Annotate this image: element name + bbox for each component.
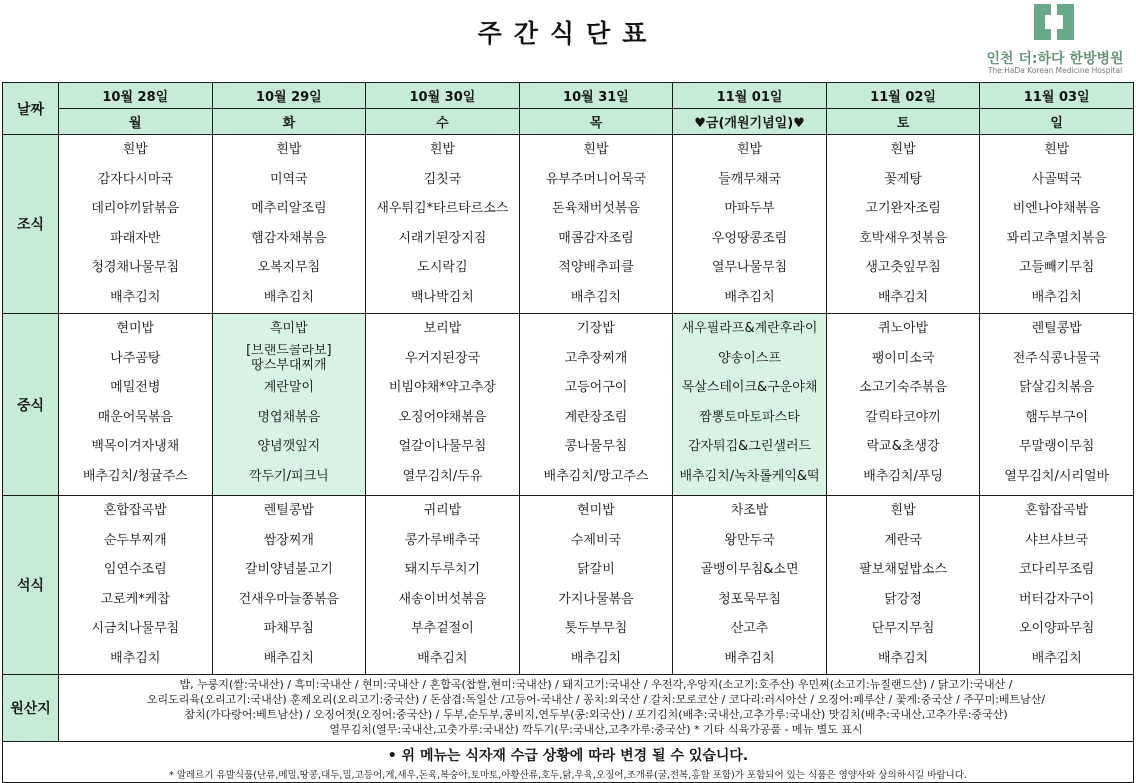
breakfast-cell: [980, 135, 1134, 314]
menu-item: 왕만두국: [724, 532, 775, 548]
menu-item: 현미밥: [577, 503, 615, 518]
menu-item: 미역국: [270, 171, 308, 187]
day-weekday: 수: [366, 109, 520, 135]
menu-item: 고로케*케찹: [100, 591, 170, 607]
menu-item: 매운어묵볶음: [97, 409, 173, 425]
dinner-cell: [366, 496, 520, 675]
menu-item: 비빔야채*약고추장: [388, 380, 496, 396]
menu-item: 배추김치: [417, 650, 468, 666]
logo-subtitle: The:HaDa Korean Medicine Hospital: [987, 66, 1123, 75]
menu-item: 배추김치: [110, 289, 161, 305]
hospital-logo: [980, 2, 1130, 76]
menu-item: 흰밥: [1044, 142, 1070, 157]
dinner-cell: [519, 496, 673, 675]
menu-item: 배추김치/푸딩: [863, 468, 943, 484]
menu-item: 팔보채덮밥소스: [859, 562, 948, 578]
menu-item: 귀리밥: [423, 503, 462, 518]
menu-item: 우엉땅콩조림: [711, 230, 788, 246]
menu-item: 흰밥: [429, 142, 455, 157]
menu-item: 데리야끼닭볶음: [91, 201, 180, 217]
menu-item: 파래자반: [110, 230, 161, 246]
day-weekday: 화: [212, 109, 366, 135]
menu-item: 햄감자채볶음: [251, 230, 327, 246]
menu-item: 우거지된장국: [404, 350, 481, 366]
menu-item: 메밀전병: [110, 380, 161, 396]
dinner-cell: [826, 496, 980, 675]
menu-item: 임연수조림: [103, 562, 167, 578]
menu-item: 고기완자조림: [865, 201, 941, 217]
menu-item: 짬뽕토마토파스타: [699, 409, 800, 425]
origin-info: [59, 675, 1134, 742]
menu-item: 배추김치: [263, 650, 314, 666]
menu-item: 렌틸콩밥: [263, 503, 314, 518]
menu-item: 전주식콩나물국: [1012, 350, 1101, 366]
page-title: 주간식단표: [477, 19, 659, 48]
menu-item: 고등어구이: [564, 380, 628, 396]
menu-item: 배추김치: [877, 650, 929, 666]
dinner-cell: [980, 496, 1134, 675]
menu-item: 샤브샤브국: [1025, 532, 1089, 548]
menu-item: 김칫국: [423, 171, 462, 187]
menu-item: 생고춧잎무침: [865, 260, 941, 276]
day-weekday: 월: [59, 109, 213, 135]
lunch-cell: [519, 314, 673, 496]
menu-item: 배추김치: [724, 289, 775, 305]
lunch-label: 중식: [3, 314, 59, 496]
menu-item: 오징어야채볶음: [398, 409, 487, 425]
menu-item: 흰밥: [890, 503, 916, 518]
menu-item: 계란국: [884, 532, 922, 548]
menu-item: 락교&초생강: [866, 439, 940, 455]
day-date: 10월 31일: [519, 83, 673, 109]
menu-item: 소고기숙주볶음: [859, 380, 948, 396]
day-date: 10월 30일: [366, 83, 520, 109]
day-date: 11월 03일: [980, 83, 1134, 109]
menu-item: 콩나물무침: [564, 439, 628, 455]
menu-item: 혼합잡곡밥: [103, 503, 167, 518]
menu-item: 꽈리고추멸치볶음: [1006, 230, 1107, 246]
menu-item: 흰밥: [583, 142, 609, 157]
breakfast-cell: [366, 135, 520, 314]
menu-item: 백나박김치: [411, 289, 474, 305]
menu-item: 배추김치: [877, 289, 929, 305]
menu-item: 단무지무침: [871, 621, 935, 637]
lunch-cell: [212, 314, 366, 496]
menu-item: 배추김치: [1031, 650, 1082, 666]
menu-item: 퀴노아밥: [877, 321, 929, 336]
menu-item: 닭강정: [884, 591, 922, 607]
origin-label: 원산지: [3, 675, 59, 742]
menu-item: 양념깻잎지: [257, 439, 321, 455]
menu-item: 가지나물볶음: [558, 591, 634, 607]
menu-item: 닭갈비: [577, 562, 615, 578]
menu-item: 매콤감자조림: [558, 230, 634, 246]
menu-item: 렌틸콩밥: [1031, 321, 1082, 336]
day-weekday: 일: [980, 109, 1134, 135]
menu-item: 계란장조림: [564, 409, 628, 425]
menu-item: 사골떡국: [1031, 171, 1082, 187]
menu-item-line: 땅스부대찌개: [251, 358, 327, 374]
notice-row: [3, 742, 1134, 783]
menu-item: 흰밥: [736, 142, 763, 157]
menu-item: 열무김치/시리얼바: [1004, 468, 1110, 484]
menu-item: [213, 344, 366, 374]
menu-item: 닭살김치볶음: [1019, 380, 1095, 396]
menu-item: 톳두부무침: [564, 621, 628, 637]
menu-item: 새우필라프&계란후라이: [681, 321, 818, 336]
menu-item: 차조밥: [730, 503, 769, 518]
weekday-row: [3, 109, 1134, 135]
menu-item: 갈비양념불고기: [244, 562, 333, 578]
menu-item: 깍두기/피크닉: [248, 468, 329, 484]
menu-item: 적양배추피클: [558, 260, 634, 276]
dinner-cell: [212, 496, 366, 675]
menu-item: 시금치나물무침: [91, 621, 180, 637]
menu-item: 산고추: [730, 621, 769, 637]
menu-item: 보리밥: [423, 321, 462, 336]
origin-line: 열무김치(열무:국내산,고춧가루:국내산) 깍두기(무:국내산,고추가루:중국산) * 기타 식육가공품 - 메뉴 별도 표시: [329, 722, 863, 736]
menu-item: 갈릭타코야끼: [865, 409, 941, 425]
menu-item: 계란말이: [263, 380, 314, 396]
breakfast-cell: [519, 135, 673, 314]
date-label: 날짜: [3, 83, 59, 135]
menu-item: 콩가루배추국: [404, 532, 481, 548]
breakfast-cell: [59, 135, 213, 314]
menu-item: 배추김치: [724, 650, 775, 666]
menu-item: 배추김치/청귤주스: [82, 468, 188, 484]
menu-item: 열무김치/두유: [402, 468, 483, 484]
menu-item: 들깨무채국: [718, 171, 781, 187]
breakfast-cell: [826, 135, 980, 314]
menu-item: 혼합잡곡밥: [1025, 503, 1089, 518]
menu-item: 흑미밥: [270, 321, 308, 336]
menu-item: 새송이버섯볶음: [398, 591, 487, 607]
menu-item: 마파두부: [724, 201, 775, 217]
lunch-cell: [673, 314, 827, 496]
menu-item: 명엽채볶음: [257, 409, 321, 425]
logo-name: 인천 더:하다 한방병원: [986, 51, 1124, 67]
breakfast-row: [3, 135, 1134, 314]
origin-row: [3, 675, 1134, 742]
menu-item: 기장밥: [577, 321, 615, 336]
day-date: 10월 29일: [212, 83, 366, 109]
menu-item: 무말랭이무침: [1019, 439, 1095, 455]
menu-item: 도시락김: [417, 260, 468, 276]
origin-line: 밥, 누룽지(쌀:국내산) / 흑미:국내산 / 현미:국내산 / 혼합곡(찹쌀,현미:국내산) / 돼지고기:국내산 / 우전각,우앙지(소고기:호주산) 우민찌(소고기:뉴질랜드산) / 닭고기:국내산 /: [179, 678, 1013, 692]
menu-item: 부추겉절이: [411, 621, 474, 637]
menu-item: 배추김치: [263, 289, 314, 305]
menu-item: 팽이미소국: [871, 350, 935, 366]
menu-item: 코다리무조림: [1019, 562, 1095, 578]
date-row: [3, 83, 1134, 109]
day-date: 10월 28일: [59, 83, 213, 109]
menu-item-line: [브랜드콜라보]: [246, 343, 332, 359]
lunch-cell: [366, 314, 520, 496]
menu-item: 목살스테이크&구운야채: [681, 380, 818, 396]
lunch-row: [3, 314, 1134, 496]
menu-item: 고추장찌개: [564, 350, 628, 366]
weekly-menu-table: [2, 82, 1134, 783]
menu-item: 흰밥: [122, 142, 148, 157]
menu-item: 꽃게탕: [884, 171, 922, 187]
menu-item: 버터감자구이: [1019, 591, 1095, 607]
day-weekday: 토: [826, 109, 980, 135]
change-notice: • 위 메뉴는 식자재 수급 상황에 따라 변경 될 수 있습니다.: [387, 748, 749, 764]
origin-line: 오리도리육(오리고기:국내산) 훈제오리(오리고기:중국산) / 돈삼겹:독일산 /고등어-국내산 / 꽁치:외국산 / 갈치:모로코산 / 코다리:러시아산 / 오징어:페루산 / 꽃게:중국산 / 주꾸미:베트남산/: [146, 693, 1046, 707]
menu-item: 유부주머니어묵국: [545, 171, 647, 187]
day-date: 11월 02일: [826, 83, 980, 109]
menu-item: 돼지두루치기: [404, 562, 481, 578]
breakfast-label: 조식: [3, 135, 59, 314]
day-weekday: ♥금(개원기념일)♥: [673, 109, 827, 135]
menu-item: 골뱅이무침&소면: [700, 562, 799, 578]
menu-item: 고들빼기무침: [1019, 260, 1095, 276]
menu-item: 청포묵무침: [718, 591, 781, 607]
menu-item: 호박새우젓볶음: [859, 230, 948, 246]
menu-item: 수제비국: [570, 532, 622, 548]
origin-line: 참치(가다랑어:베트남산) / 오징어젓(오징어:중국산) / 두부,순두부,콩비지,연두부(콩:외국산) / 포기김치(배추:국내산,고추가루:국내산) 맛김치(배추:국내산,고추가루:중국산): [184, 708, 1008, 721]
menu-item: 배추김치: [1031, 289, 1082, 305]
menu-item: 오이양파무침: [1019, 621, 1095, 637]
menu-item: 쌈장찌개: [263, 532, 314, 548]
menu-item: 얼갈이나물무침: [398, 439, 487, 455]
menu-item: 청경채나물무침: [91, 260, 180, 276]
notice-cell: [3, 742, 1134, 783]
allergy-notice: * 알레르기 유발식품(난류,메밀,땅콩,대두,밀,고등어,게,새우,돈육,복숭아,토마토,아황산류,호두,닭,우육,오징어,조개류(굴,전복,홍합 포함)가 포함되어 있는 식품은 영양사와 상의하시길 바랍니다.: [169, 770, 967, 781]
menu-item: 열무나물무침: [711, 260, 788, 276]
menu-item: 배추김치/망고주스: [543, 468, 649, 484]
breakfast-cell: [673, 135, 827, 314]
menu-item: 감자튀김&그린샐러드: [687, 439, 812, 455]
menu-item: 돈육채버섯볶음: [552, 201, 640, 217]
logo-mark-icon: [1034, 4, 1074, 40]
menu-item: 메추리알조림: [251, 201, 327, 217]
menu-item: 감자다시마국: [97, 171, 173, 187]
menu-item: 배추김치: [570, 650, 622, 666]
menu-item: 배추김치: [110, 650, 161, 666]
menu-item: 흰밥: [276, 142, 302, 157]
menu-item: 시래기된장지짐: [398, 230, 487, 246]
menu-item: 파채무침: [263, 621, 314, 637]
menu-item: 햄두부구이: [1025, 409, 1089, 425]
lunch-cell: [826, 314, 980, 496]
menu-item: 비엔나야채볶음: [1012, 201, 1101, 217]
menu-item: 새우튀김*타르타르소스: [376, 201, 509, 217]
day-date: 11월 01일: [673, 83, 827, 109]
menu-item: 배추김치/녹차롤케익&떡: [679, 468, 820, 484]
menu-item: 현미밥: [116, 321, 155, 336]
lunch-cell: [980, 314, 1134, 496]
menu-item: 양송이스프: [718, 350, 781, 366]
menu-item: 순두부찌개: [103, 532, 167, 548]
dinner-label: 석식: [3, 496, 59, 675]
dinner-cell: [673, 496, 827, 675]
menu-item: 건새우마늘쫑볶음: [238, 591, 340, 607]
menu-item: 흰밥: [890, 142, 916, 157]
menu-item: 배추김치: [570, 289, 622, 305]
day-weekday: 목: [519, 109, 673, 135]
menu-item: 나주곰탕: [110, 350, 161, 366]
lunch-cell: [59, 314, 213, 496]
menu-item: 오복지무침: [257, 260, 321, 276]
dinner-cell: [59, 496, 213, 675]
menu-item: 백목이겨자냉채: [91, 439, 180, 455]
breakfast-cell: [212, 135, 366, 314]
dinner-row: [3, 496, 1134, 675]
